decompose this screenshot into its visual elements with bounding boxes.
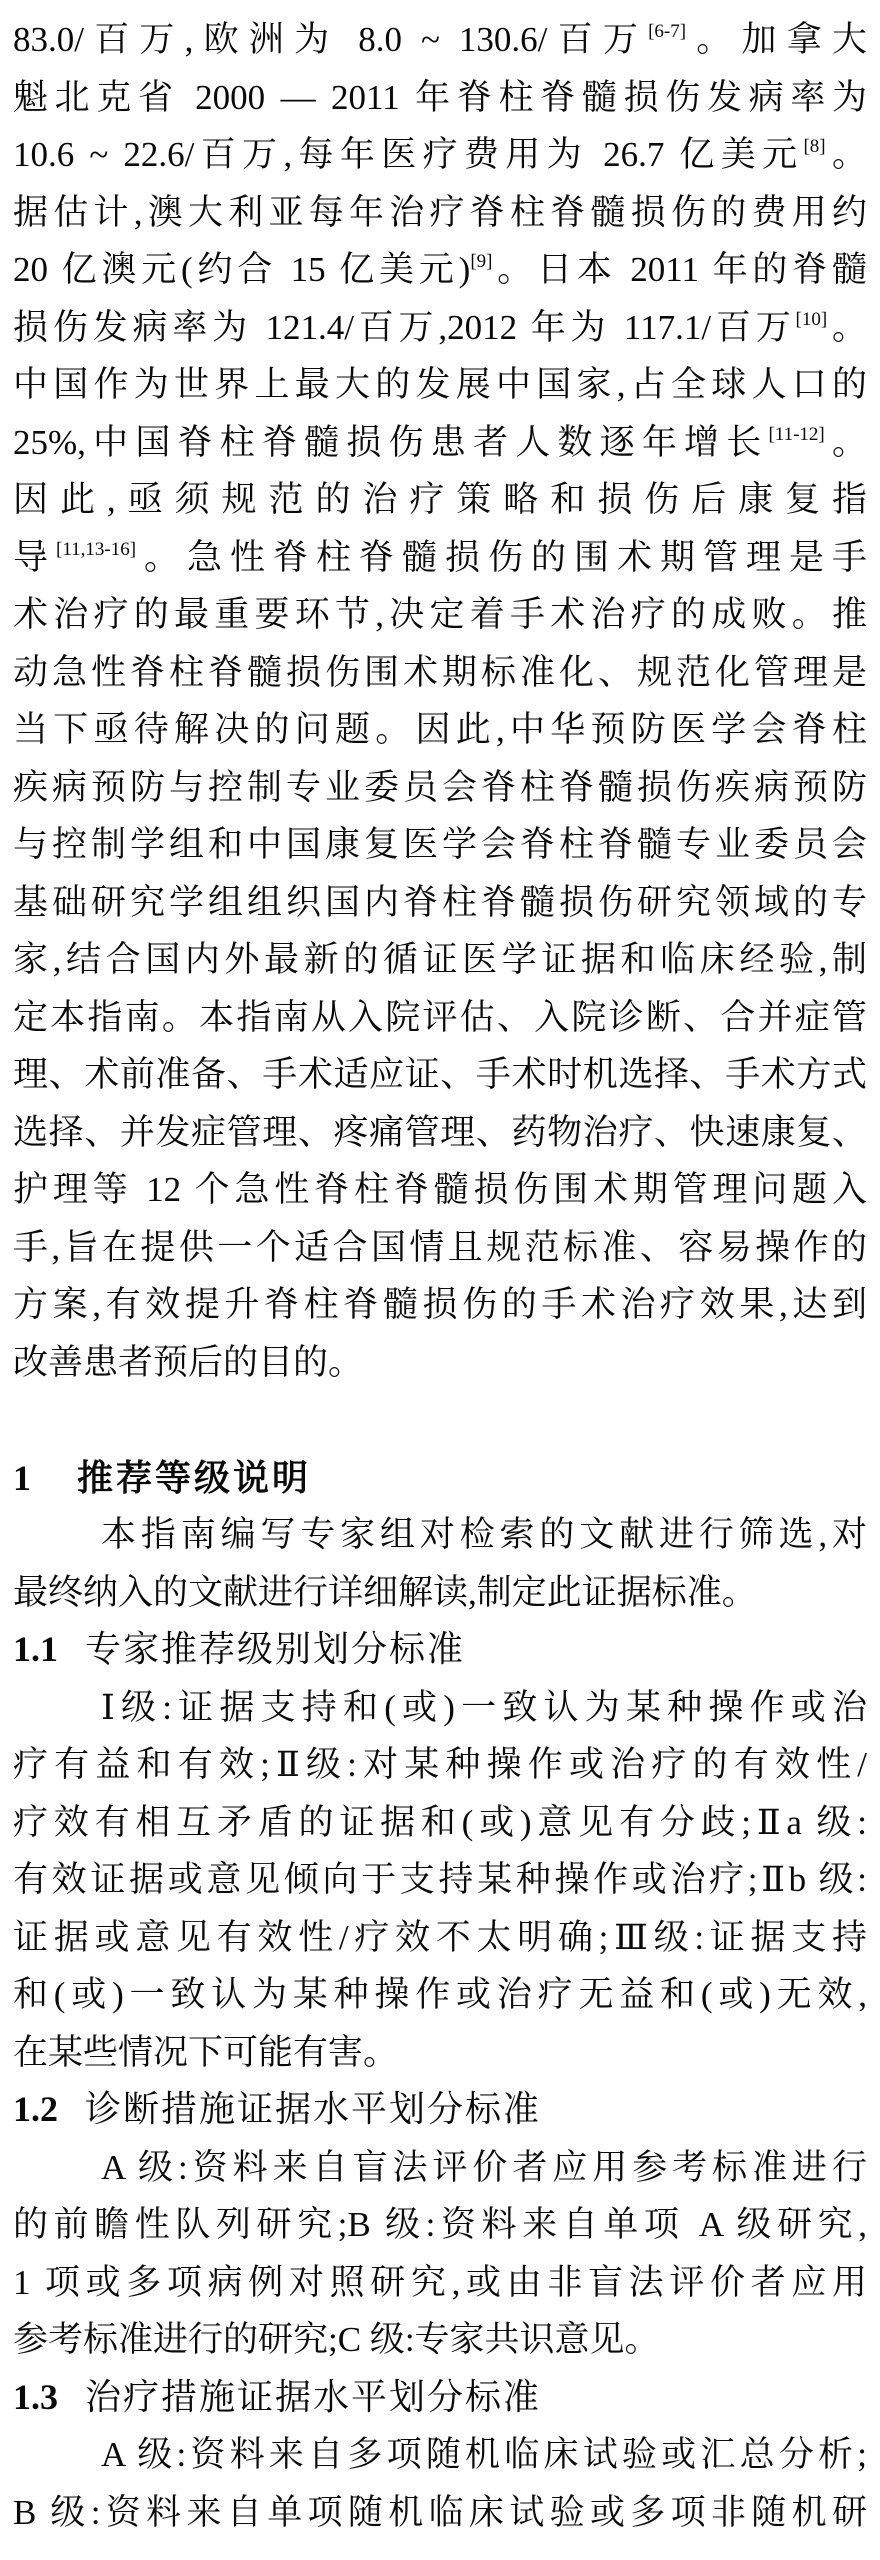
document-body [13,11,867,2541]
text-run: 在某些情况下可能有害。 [13,2032,399,2072]
section-heading-1-1 [13,1621,867,1679]
text-line [13,1046,867,1104]
text-line [13,1334,867,1392]
text-line [13,1851,867,1909]
text-run: 魁北克省 2000 — 2011 年脊柱脊髓损伤发病率为 [13,77,867,117]
section-heading-1-2 [13,2081,867,2139]
text-line [13,931,867,989]
text-run: 和(或)一致认为某种操作或治疗无益和(或)无效, [13,1975,867,2014]
text-run: 的前瞻性队列研究;B 级:资料来自单项 A 级研究, [13,2205,867,2244]
text-line [13,1966,867,2024]
text-run: 证据或意见有效性/疗效不太明确;Ⅲ级:证据支持 [13,1917,867,1957]
text-run: 因此,亟须规范的治疗策略和损伤后康复指 [13,480,867,519]
text-line [13,1909,867,1967]
text-line [13,126,867,184]
heading-number: 1.1 [13,1629,58,1669]
text-line [13,1276,867,1334]
text-line [13,2139,867,2197]
citation-reference: [11,13-16] [56,538,137,560]
text-line [13,1219,867,1277]
text-run: 基础研究学组组织国内脊柱脊髓损伤研究领域的专 [13,882,867,922]
text-run: 参考标准进行的研究;C 级:专家共识意见。 [13,2320,660,2359]
text-run: A 级:资料来自盲法评价者应用参考标准进行 [101,2147,867,2187]
text-line [13,759,867,817]
citation-reference: [9] [470,251,493,272]
text-run: Ⅰ级:证据支持和(或)一致认为某种操作或治 [101,1687,867,1727]
text-run: 导 [13,537,56,577]
text-line [13,644,867,702]
text-line [13,2311,867,2369]
text-line [13,299,867,357]
text-run: 方案,有效提升脊柱脊髓损伤的手术治疗效果,达到 [13,1285,867,1324]
text-line [13,184,867,242]
text-line [13,2254,867,2312]
text-run: 定本指南。本指南从入院评估、入院诊断、合并症管 [13,997,867,1037]
text-line [13,874,867,932]
text-line [13,2024,867,2082]
citation-reference: [11-12] [768,423,825,445]
section-1-paragraph [13,1506,867,1621]
text-line [13,1104,867,1162]
text-run: 动急性脊柱脊髓损伤围术期标准化、规范化管理是 [13,652,867,692]
text-line [13,1161,867,1219]
text-run: 1 项或多项病例对照研究,或由非盲法评价者应用 [13,2262,867,2302]
text-line [13,471,867,529]
text-run: 。 [827,307,867,347]
text-line [13,69,867,127]
text-run: 疗效有相互矛盾的证据和(或)意见有分歧;Ⅱa 级: [13,1802,867,1842]
text-run: 有效证据或意见倾向于支持某种操作或治疗;Ⅱb 级: [13,1860,867,1899]
text-run: 护理等 12 个急性脊柱脊髓损伤围术期管理问题入 [13,1170,867,1209]
text-run: 83.0/百万,欧洲为 8.0 ~ 130.6/百万 [13,20,649,59]
text-run: 。 [825,135,867,174]
text-run: 理、术前准备、手术适应证、手术时机选择、手术方式 [13,1055,867,1094]
text-run: 疾病预防与控制专业委员会脊柱脊髓损伤疾病预防 [13,767,867,807]
text-run: B 级:资料来自单项随机临床试验或多项非随机研 [13,2492,867,2532]
text-line [13,356,867,414]
intro-continuation-paragraph [13,11,867,1391]
heading-title: 治疗措施证据水平划分标准 [85,2376,542,2417]
heading-number: 1.2 [13,2089,58,2129]
text-run: 家,结合国内外最新的循证医学证据和临床经验,制 [13,940,867,979]
text-run: 术治疗的最重要环节,决定着手术治疗的成败。推 [13,595,867,634]
text-run: 。日本 2011 年的脊髓 [492,250,867,289]
text-run: 10.6 ~ 22.6/百万,每年医疗费用为 26.7 亿美元 [13,135,804,174]
text-line [13,1794,867,1852]
text-line [13,989,867,1047]
text-line [13,414,867,472]
text-run: 本指南编写专家组对检索的文献进行筛选,对 [101,1515,867,1554]
text-run: 当下亟待解决的问题。因此,中华预防医学会脊柱 [13,710,867,749]
text-line [13,529,867,587]
section-heading-1 [13,1449,867,1507]
text-line [13,586,867,644]
text-run: 。加拿大 [686,20,867,59]
text-run: 。 [824,422,867,462]
text-run: 25%,中国脊柱脊髓损伤患者人数逐年增长 [13,422,769,462]
text-run: 选择、并发症管理、疼痛管理、药物治疗、快速康复、 [13,1112,867,1152]
text-line [13,1679,867,1737]
text-line [13,2426,867,2484]
text-line [13,1564,867,1622]
text-run: 疗有益和有效;Ⅱ级:对某种操作或治疗的有效性/ [13,1745,867,1784]
text-line [13,11,867,69]
text-run: 20 亿澳元(约合 15 亿美元) [13,250,471,289]
text-line [13,816,867,874]
heading-title: 专家推荐级别划分标准 [85,1629,466,1669]
section-1-2-paragraph [13,2139,867,2369]
citation-reference: [10] [795,308,828,330]
section-1-1-paragraph [13,1679,867,2082]
heading-title: 推荐等级说明 [77,1456,312,1498]
text-line [13,2484,867,2542]
text-run: 损伤发病率为 121.4/百万,2012 年为 117.1/百万 [13,307,796,347]
heading-number: 1 [13,1457,31,1498]
text-line [13,241,867,299]
text-run: 改善患者预后的目的。 [13,1342,364,1382]
text-run: 最终纳入的文献进行详细解读,制定此证据标准。 [13,1572,757,1612]
citation-reference: [6-7] [648,21,687,42]
citation-reference: [8] [803,136,826,157]
text-run: 据估计,澳大利亚每年治疗脊柱脊髓损伤的费用约 [13,192,867,232]
text-run: 手,旨在提供一个适合国情且规范标准、容易操作的 [13,1227,867,1267]
text-line [13,1506,867,1564]
text-line [13,2196,867,2254]
text-run: 中国作为世界上最大的发展中国家,占全球人口的 [13,365,867,404]
text-line [13,701,867,759]
section-1-3-paragraph [13,2426,867,2541]
text-run: 与控制学组和中国康复医学会脊柱脊髓专业委员会 [13,825,867,864]
section-heading-1-3 [13,2369,867,2427]
heading-number: 1.3 [13,2376,58,2417]
heading-title: 诊断措施证据水平划分标准 [85,2089,542,2129]
text-line [13,1736,867,1794]
text-run: A 级:资料来自多项随机临床试验或汇总分析; [101,2435,867,2474]
text-run: 。急性脊柱脊髓损伤的围术期管理是手 [136,537,867,577]
